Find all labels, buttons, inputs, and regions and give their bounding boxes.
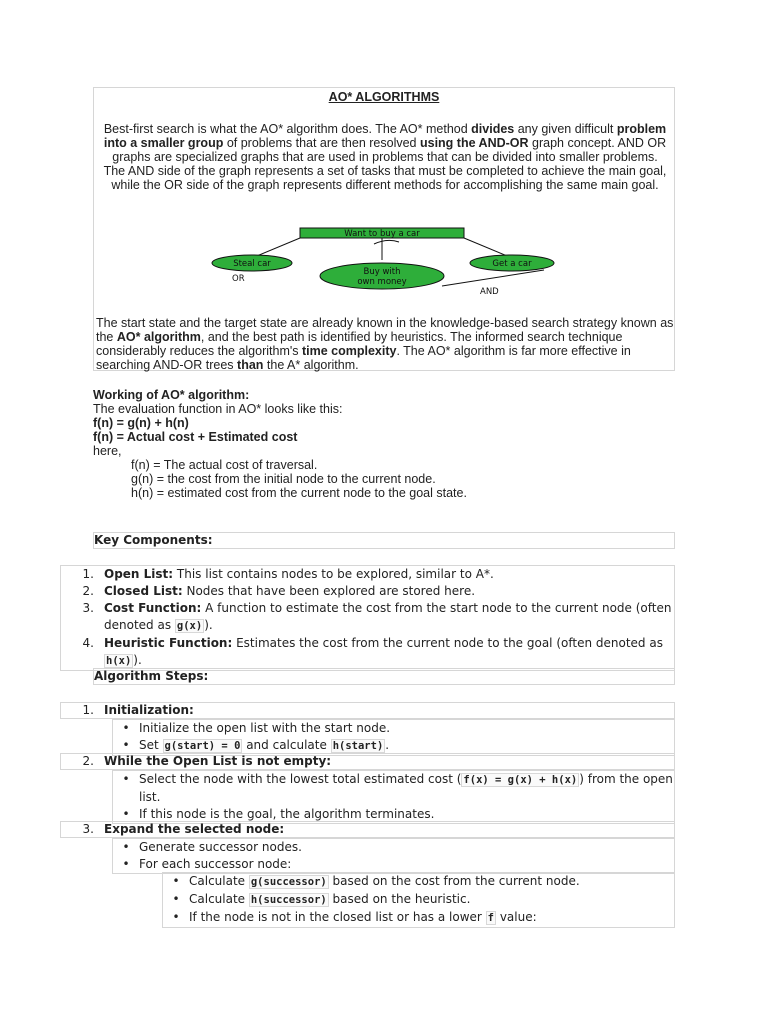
text-run: any given difficult: [514, 122, 617, 136]
text-run: graph concept. AND OR graphs are specialized graphs that are used in problems that can be divided into smaller problems. The AND side of the graph represents a set of tasks that must be completed to achieve the main goal, while the OR side of the graph represents different methods for accomplishing the same main goal.: [103, 136, 667, 192]
here-label: here,: [93, 444, 122, 458]
step-2-bullets: [112, 770, 675, 824]
intro-box: [93, 87, 675, 371]
diagram-or-label: OR: [232, 274, 245, 284]
key-components-list: [60, 565, 675, 671]
list-item: 3. Cost Function: A function to estimate the cost from the start node to the current node (often denoted as g(x) ).: [82, 601, 672, 632]
list-item: • Set g(start) = 0 and calculate h(start) .: [122, 738, 390, 752]
list-item: 1. Open List: This list contains nodes to be explored, similar to A*.: [82, 567, 494, 581]
text-run: than: [237, 358, 264, 372]
list-item: • Generate successor nodes.: [122, 840, 302, 854]
code-f: f: [487, 912, 494, 924]
text-run: using the AND-OR: [419, 136, 529, 150]
key-components-heading: Key Components:: [93, 532, 675, 549]
diagram-left-label: Steal car: [233, 259, 271, 269]
code-g-successor: g(successor): [250, 876, 327, 888]
code-gx: g(x): [176, 620, 203, 632]
list-item: • Initialize the open list with the start node.: [122, 721, 391, 735]
step-1-label: Initialization:: [104, 703, 194, 717]
list-item: • Calculate g(successor) based on the cost from the current node.: [172, 874, 580, 888]
page-title: AO* ALGORITHMS: [328, 90, 440, 104]
definition-g: g(n) = the cost from the initial node to the current node.: [131, 472, 436, 486]
diagram-and-label: AND: [480, 287, 499, 296]
code-h-start: h(start): [332, 740, 384, 752]
item-label: Heuristic Function:: [104, 636, 233, 650]
list-item: • Select the node with the lowest total estimated cost ( f(x) = g(x) + h(x) ) from the open list.: [122, 772, 673, 804]
item-label: Closed List:: [104, 584, 183, 598]
list-item: • For each successor node:: [122, 857, 292, 871]
text-run: , and the best path is identified by heuristics. The informed search technique considerably reduces the algorithm's: [96, 330, 623, 358]
text-run: divides: [471, 122, 515, 136]
text-run: . The AO* algorithm is far more effective in searching AND-OR trees: [96, 344, 631, 372]
list-item: • Calculate h(successor) based on the heuristic.: [172, 892, 471, 906]
item-label: Cost Function:: [104, 601, 202, 615]
text-run: the A* algorithm.: [263, 358, 359, 372]
list-item: 2. Closed List: Nodes that have been explored are stored here.: [82, 584, 476, 598]
diagram-middle-label-1: Buy with: [363, 267, 401, 277]
working-heading: Working of AO* algorithm:: [93, 388, 250, 402]
code-f-formula: f(x) = g(x) + h(x): [463, 774, 578, 786]
list-item: 4. Heuristic Function: Estimates the cost from the current node to the goal (often denoted as h(x) ).: [82, 636, 663, 667]
diagram-middle-label-2: own money: [357, 277, 407, 287]
code-g-start: g(start) = 0: [164, 740, 241, 752]
step-2: 2. While the Open List is not empty:: [60, 753, 675, 770]
working-intro: The evaluation function in AO* looks like this:: [93, 402, 343, 416]
diagram-right-label: Get a car: [492, 259, 532, 269]
text-run: Best-first search is what the AO* algorithm does. The AO* method: [103, 122, 472, 136]
step-3-sub-bullets: [162, 872, 675, 928]
code-h-successor: h(successor): [250, 894, 327, 906]
step-2-label: While the Open List is not empty:: [104, 754, 332, 768]
intro-paragraph-2: [96, 316, 674, 372]
formula-2: f(n) = Actual cost + Estimated cost: [93, 430, 298, 444]
step-1: 1. Initialization:: [60, 702, 675, 719]
item-label: Open List:: [104, 567, 174, 581]
text-run: The start state and the target state are already known in the knowledge-based search strategy known as the: [96, 316, 674, 344]
text-run: time complexity: [301, 344, 397, 358]
step-3-label: Expand the selected node:: [104, 822, 285, 836]
list-item: • If this node is the goal, the algorithm terminates.: [122, 807, 435, 821]
text-run: problem into a smaller group: [103, 122, 667, 150]
list-item: • If the node is not in the closed list or has a lower f value:: [172, 910, 537, 924]
intro-paragraph: [100, 122, 670, 192]
algorithm-steps-heading: Algorithm Steps:: [93, 668, 675, 685]
definition-h: h(n) = estimated cost from the current node to the goal state.: [131, 486, 467, 500]
code-hx: h(x): [106, 655, 132, 667]
definition-f: f(n) = The actual cost of traversal.: [131, 458, 318, 472]
diagram-root-label: Want to buy a car: [344, 229, 420, 239]
text-run: AO* algorithm: [116, 330, 201, 344]
step-1-bullets: [112, 719, 675, 756]
step-3: 3. Expand the selected node:: [60, 821, 675, 838]
formula-1: f(n) = g(n) + h(n): [93, 416, 189, 430]
and-or-diagram: [194, 226, 574, 296]
text-run: of problems that are then resolved: [223, 136, 420, 150]
step-3-bullets: [112, 838, 675, 874]
working-section: [93, 388, 467, 500]
